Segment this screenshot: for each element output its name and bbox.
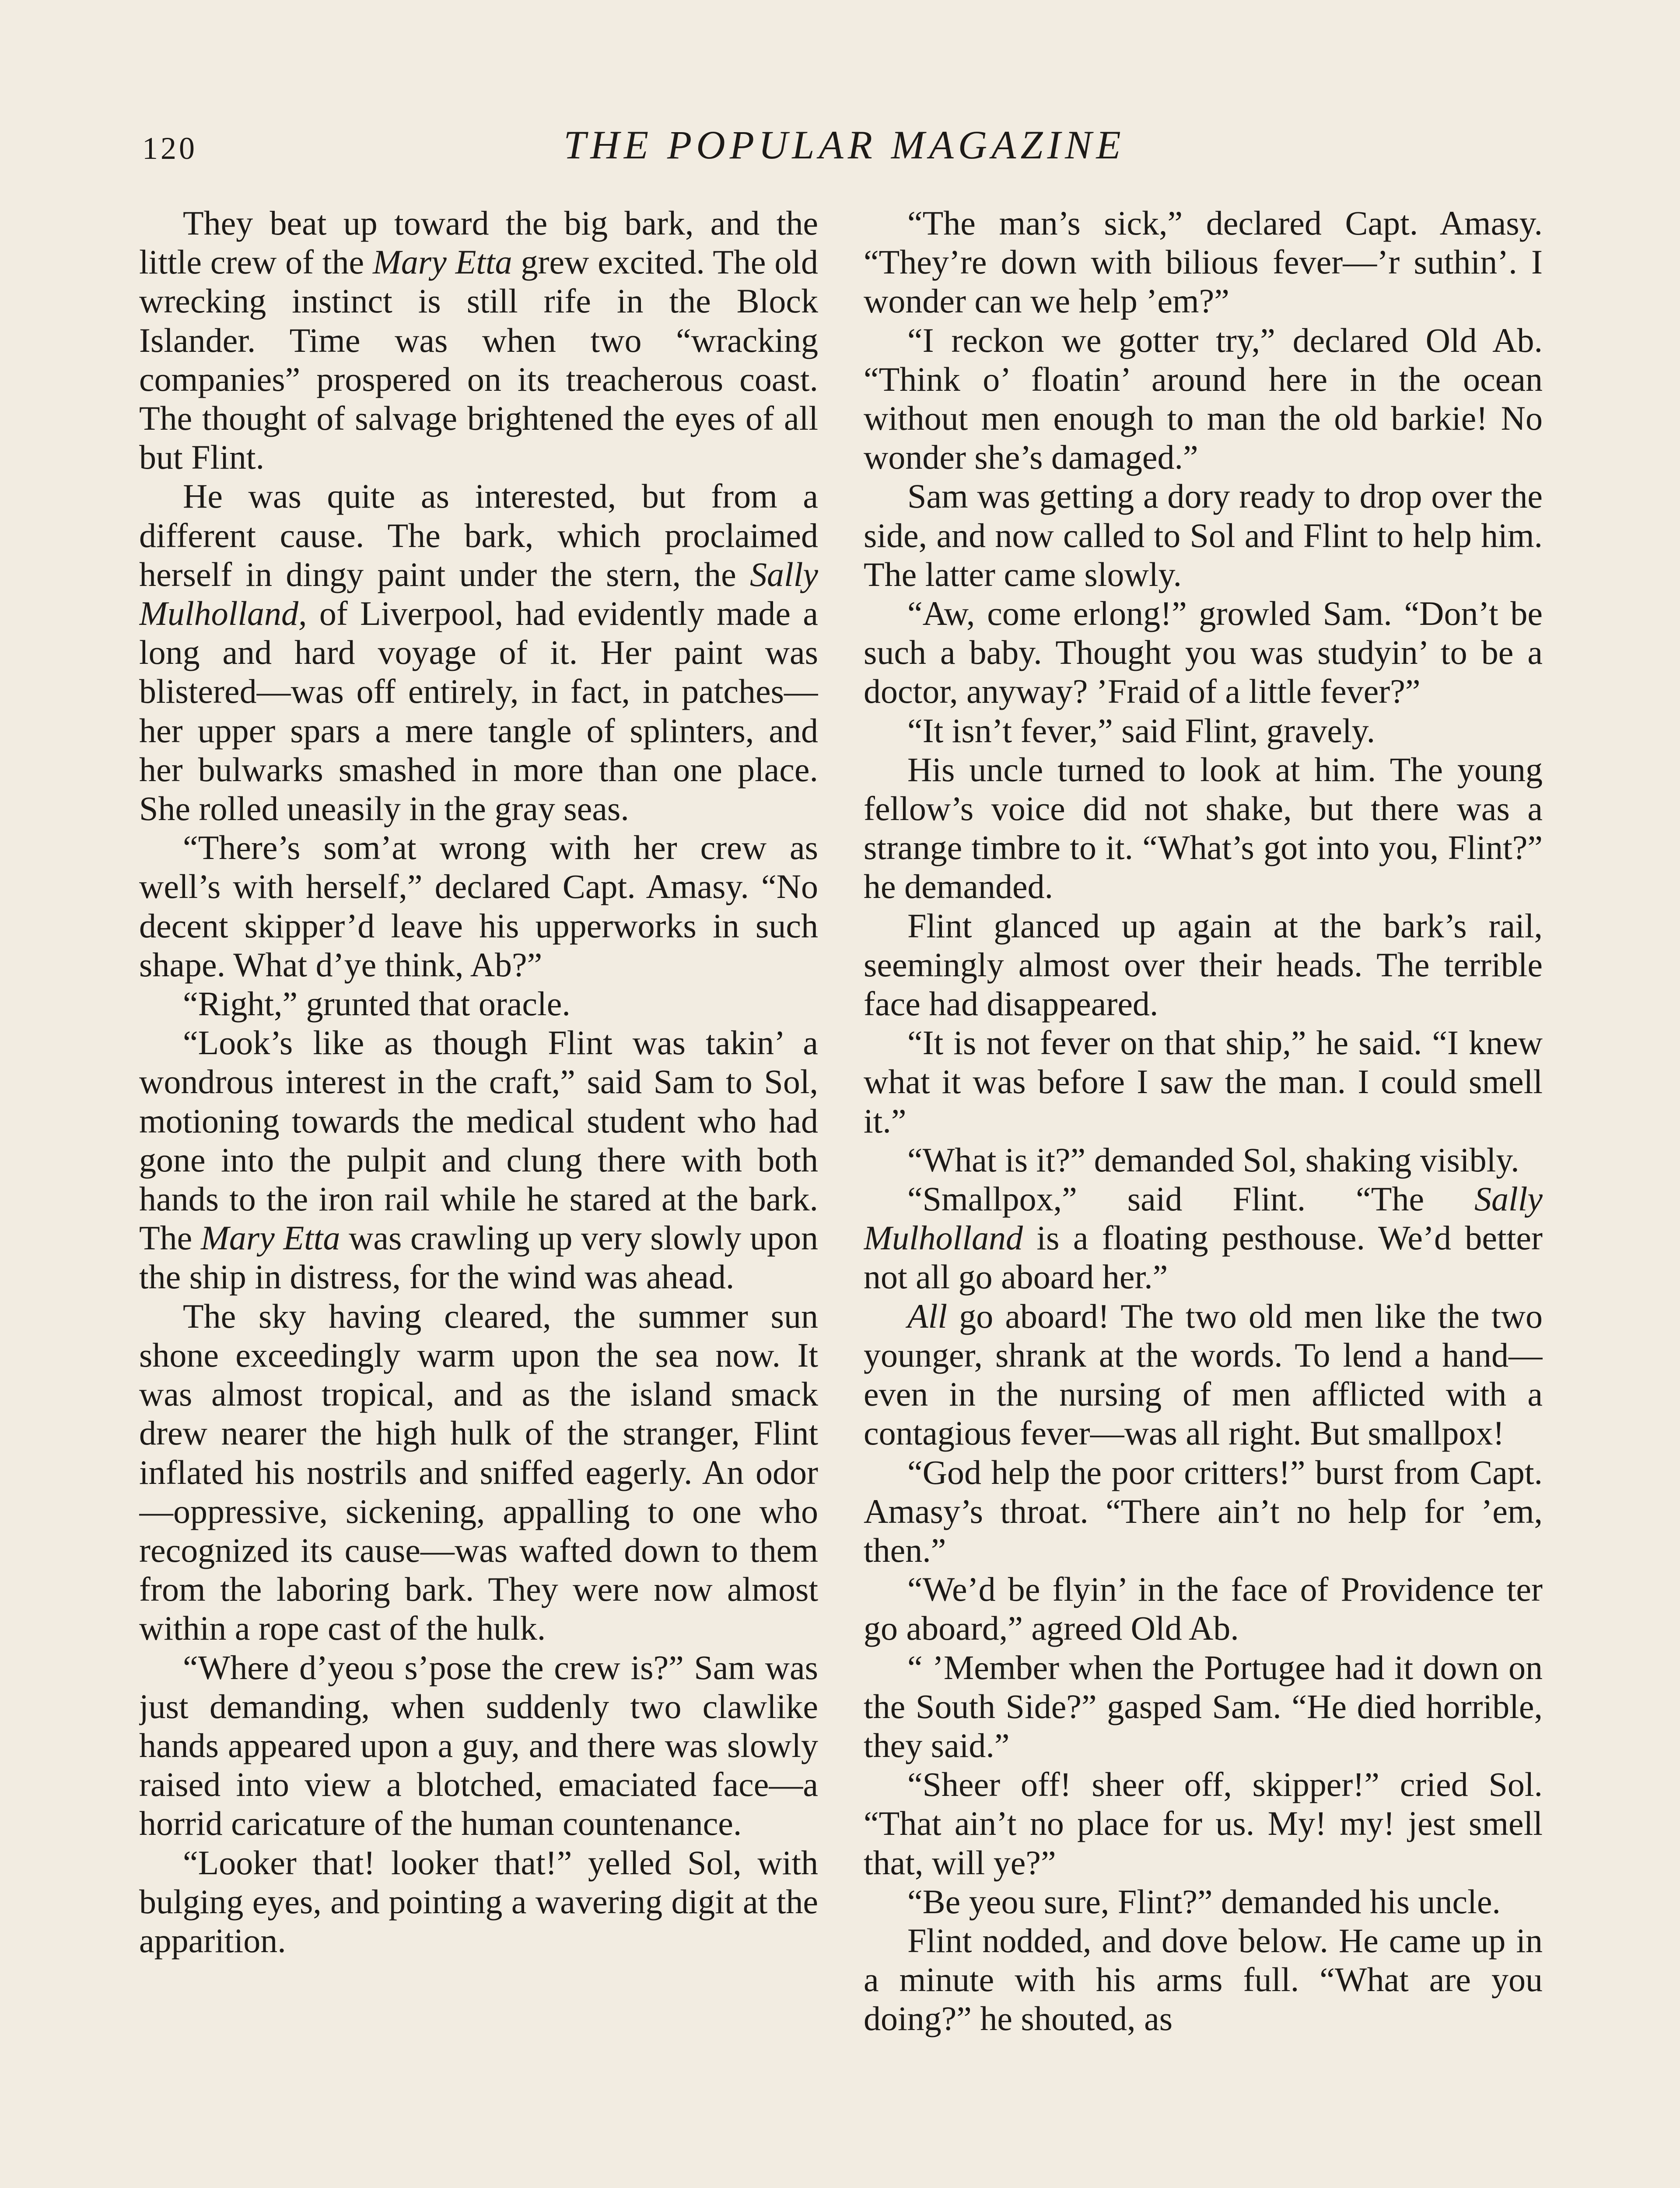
page-number: 120 [142,131,197,166]
paragraph: “The man’s sick,” declared Capt. Amasy. “They’re down with bilious fever—’r suthin’. I wonder can we help ’em?” [864,204,1543,320]
right-text-column [864,203,1543,2188]
paragraph: “I reckon we gotter try,” declared Old Ab. “Think o’ floatin’ around here in the ocean without men enough to man the old barkie! No wonder she’s damaged.” [864,321,1543,477]
page-header [131,118,1558,179]
paragraph: “What is it?” demanded Sol, shaking visibly. [907,1140,1519,1179]
paragraph: Sam was getting a dory ready to drop over the side, and now called to Sol and Flint to help him. The latter came slowly. [864,477,1543,593]
paragraph: “There’s som’at wrong with her crew as well’s with herself,” declared Capt. Amasy. “No decent skipper’d leave his upperworks in such shape. What d’ye think, Ab?” [139,828,818,984]
paragraph: The sky having cleared, the summer sun shone exceedingly warm upon the sea now. It was almost tropical, and as the island smack drew nearer the high hulk of the stranger, Flint inflated his nostrils and sniffed eagerly. An odor—oppressive, sickening, appalling to one who recognized its cause—was wafted down to them from the laboring bark. They were now almost within a rope cast of the hulk. [139,1297,818,1648]
paragraph: He was quite as interested, but from a different cause. The bark, which proclaimed herself in dingy paint under the stern, the Sally Mulholland, of Liverpool, had evidently made a long and hard voyage of it. Her paint was blistered—was off entirely, in fact, in patches—her upper spars a mere tangle of splinters, and her bulwarks smashed in more than one place. She rolled uneasily in the gray seas. [139,477,818,828]
paragraph: Flint glanced up again at the bark’s rail, seemingly almost over their heads. The terrible face had disappeared. [864,906,1543,1023]
paragraph: They beat up toward the big bark, and the little crew of the Mary Etta grew excited. The old wrecking instinct is still rife in the Block Islander. Time was when two “wracking companies” prospered on its treacherous coast. The thought of salvage brightened the eyes of all but Flint. [139,204,818,477]
italic-text: Sally Mulholland [864,1180,1543,1257]
left-text-column [139,203,818,2188]
italic-text: All [907,1297,947,1335]
paragraph: “Aw, come erlong!” growled Sam. “Don’t be such a baby. Thought you was studyin’ to be a doctor, anyway? ’Fraid of a little fever?” [864,594,1543,711]
paragraph: His uncle turned to look at him. The young fellow’s voice did not shake, but there was a strange timbre to it. “What’s got into you, Flint?” he demanded. [864,750,1543,906]
italic-text: Mary Etta [372,243,512,281]
paragraph: “God help the poor critters!” burst from Capt. Amasy’s throat. “There ain’t no help for ’em, then.” [864,1453,1543,1569]
paragraph: “It isn’t fever,” said Flint, gravely. [907,711,1376,750]
italic-text: Mary Etta [200,1219,340,1257]
paragraph: “Where d’yeou s’pose the crew is?” Sam was just demanding, when suddenly two clawlike hands appeared upon a guy, and there was slowly raised into view a blotched, emaciated face—a horrid caricature of the human countenance. [139,1648,818,1843]
paragraph: “Looker that! looker that!” yelled Sol, with bulging eyes, and pointing a wavering digit at the apparition. [139,1843,818,1960]
paragraph: All go aboard! The two old men like the two younger, shrank at the words. To lend a hand—even in the nursing of men afflicted with a contagious fever—was all right. But smallpox! [864,1297,1543,1452]
running-title: THE POPULAR MAGAZINE [564,123,1125,167]
italic-text: Sally Mulholland, [139,555,818,633]
paragraph: “ ’Member when the Portugee had it down on the South Side?” gasped Sam. “He died horrible, they said.” [864,1648,1543,1764]
paragraph: “Smallpox,” said Flint. “The Sally Mulholland is a floating pesthouse. We’d better not all go aboard her.” [864,1180,1543,1296]
paragraph: “Sheer off! sheer off, skipper!” cried Sol. “That ain’t no place for us. My! my! jest smell that, will ye?” [864,1765,1543,1882]
paragraph: “Look’s like as though Flint was takin’ a wondrous interest in the craft,” said Sam to Sol, motioning towards the medical student who had gone into the pulpit and clung there with both hands to the iron rail while he stared at the bark. The Mary Etta was crawling up very slowly upon the ship in distress, for the wind was ahead. [139,1024,818,1296]
paragraph: “Right,” grunted that oracle. [183,985,570,1023]
paragraph: Flint nodded, and dove below. He came up in a minute with his arms full. “What are you doing?” he shouted, as [864,1921,1543,2038]
paragraph: “We’d be flyin’ in the face of Providence ter go aboard,” agreed Old Ab. [864,1570,1543,1648]
paragraph: “Be yeou sure, Flint?” demanded his uncle. [907,1882,1501,1921]
paragraph: “It is not fever on that ship,” he said. “I knew what it was before I saw the man. I could smell it.” [864,1024,1543,1140]
